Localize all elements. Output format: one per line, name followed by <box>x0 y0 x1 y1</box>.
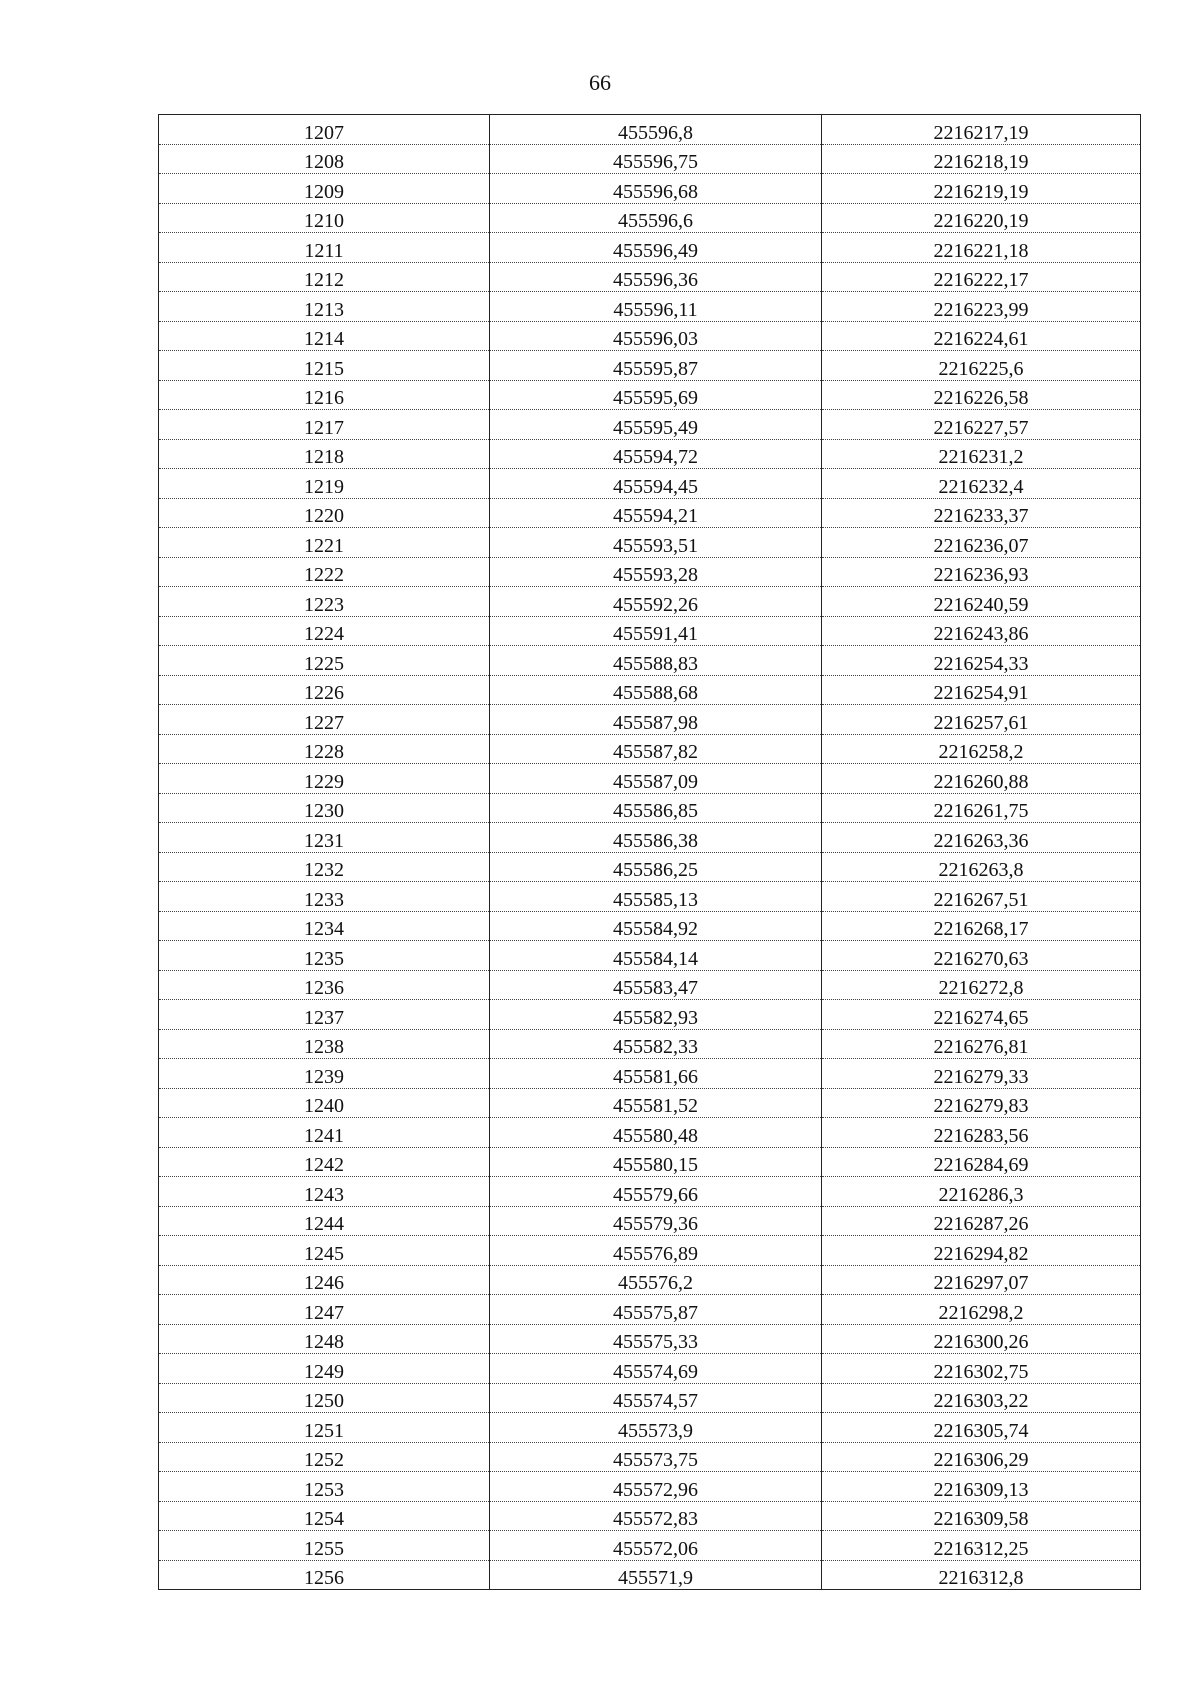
y-coordinate-cell: 2216306,29 <box>822 1442 1141 1472</box>
x-coordinate-cell: 455580,15 <box>490 1147 822 1177</box>
y-coordinate-cell: 2216257,61 <box>822 705 1141 735</box>
y-coordinate-cell: 2216312,8 <box>822 1560 1141 1590</box>
x-coordinate-cell: 455591,41 <box>490 616 822 646</box>
x-coordinate-cell: 455576,89 <box>490 1236 822 1266</box>
x-coordinate-cell: 455594,21 <box>490 498 822 528</box>
point-number-cell: 1240 <box>159 1088 490 1118</box>
x-coordinate-cell: 455593,51 <box>490 528 822 558</box>
point-number-cell: 1221 <box>159 528 490 558</box>
y-coordinate-cell: 2216270,63 <box>822 941 1141 971</box>
table-row <box>159 1531 1141 1561</box>
y-coordinate-cell: 2216261,75 <box>822 793 1141 823</box>
table-row <box>159 1000 1141 1030</box>
y-coordinate-cell: 2216218,19 <box>822 144 1141 174</box>
table-row <box>159 410 1141 440</box>
y-coordinate-cell: 2216302,75 <box>822 1354 1141 1384</box>
point-number-cell: 1236 <box>159 970 490 1000</box>
point-number-cell: 1232 <box>159 852 490 882</box>
point-number-cell: 1250 <box>159 1383 490 1413</box>
table-row <box>159 528 1141 558</box>
point-number-cell: 1251 <box>159 1413 490 1443</box>
table-row <box>159 1029 1141 1059</box>
x-coordinate-cell: 455572,06 <box>490 1531 822 1561</box>
x-coordinate-cell: 455579,36 <box>490 1206 822 1236</box>
x-coordinate-cell: 455574,57 <box>490 1383 822 1413</box>
table-row <box>159 1501 1141 1531</box>
table-row <box>159 1295 1141 1325</box>
y-coordinate-cell: 2216236,93 <box>822 557 1141 587</box>
point-number-cell: 1228 <box>159 734 490 764</box>
y-coordinate-cell: 2216221,18 <box>822 233 1141 263</box>
point-number-cell: 1244 <box>159 1206 490 1236</box>
y-coordinate-cell: 2216223,99 <box>822 292 1141 322</box>
point-number-cell: 1219 <box>159 469 490 499</box>
y-coordinate-cell: 2216267,51 <box>822 882 1141 912</box>
y-coordinate-cell: 2216263,8 <box>822 852 1141 882</box>
point-number-cell: 1216 <box>159 380 490 410</box>
x-coordinate-cell: 455582,33 <box>490 1029 822 1059</box>
table-row <box>159 380 1141 410</box>
x-coordinate-cell: 455587,09 <box>490 764 822 794</box>
point-number-cell: 1249 <box>159 1354 490 1384</box>
table-row <box>159 734 1141 764</box>
x-coordinate-cell: 455596,6 <box>490 203 822 233</box>
point-number-cell: 1223 <box>159 587 490 617</box>
table-row <box>159 321 1141 351</box>
table-row <box>159 174 1141 204</box>
coordinates-table-body <box>159 115 1141 1590</box>
y-coordinate-cell: 2216263,36 <box>822 823 1141 853</box>
x-coordinate-cell: 455595,69 <box>490 380 822 410</box>
point-number-cell: 1224 <box>159 616 490 646</box>
y-coordinate-cell: 2216298,2 <box>822 1295 1141 1325</box>
point-number-cell: 1252 <box>159 1442 490 1472</box>
y-coordinate-cell: 2216231,2 <box>822 439 1141 469</box>
table-row <box>159 764 1141 794</box>
point-number-cell: 1217 <box>159 410 490 440</box>
point-number-cell: 1243 <box>159 1177 490 1207</box>
x-coordinate-cell: 455584,14 <box>490 941 822 971</box>
y-coordinate-cell: 2216274,65 <box>822 1000 1141 1030</box>
point-number-cell: 1241 <box>159 1118 490 1148</box>
y-coordinate-cell: 2216279,33 <box>822 1059 1141 1089</box>
x-coordinate-cell: 455586,85 <box>490 793 822 823</box>
table-row <box>159 233 1141 263</box>
x-coordinate-cell: 455575,87 <box>490 1295 822 1325</box>
point-number-cell: 1248 <box>159 1324 490 1354</box>
x-coordinate-cell: 455572,83 <box>490 1501 822 1531</box>
point-number-cell: 1247 <box>159 1295 490 1325</box>
point-number-cell: 1255 <box>159 1531 490 1561</box>
y-coordinate-cell: 2216226,58 <box>822 380 1141 410</box>
x-coordinate-cell: 455576,2 <box>490 1265 822 1295</box>
x-coordinate-cell: 455588,83 <box>490 646 822 676</box>
y-coordinate-cell: 2216243,86 <box>822 616 1141 646</box>
x-coordinate-cell: 455593,28 <box>490 557 822 587</box>
table-row <box>159 1354 1141 1384</box>
y-coordinate-cell: 2216303,22 <box>822 1383 1141 1413</box>
x-coordinate-cell: 455582,93 <box>490 1000 822 1030</box>
table-row <box>159 1147 1141 1177</box>
x-coordinate-cell: 455575,33 <box>490 1324 822 1354</box>
y-coordinate-cell: 2216294,82 <box>822 1236 1141 1266</box>
table-row <box>159 823 1141 853</box>
x-coordinate-cell: 455594,72 <box>490 439 822 469</box>
point-number-cell: 1242 <box>159 1147 490 1177</box>
x-coordinate-cell: 455596,11 <box>490 292 822 322</box>
x-coordinate-cell: 455595,87 <box>490 351 822 381</box>
table-row <box>159 1059 1141 1089</box>
y-coordinate-cell: 2216224,61 <box>822 321 1141 351</box>
x-coordinate-cell: 455586,25 <box>490 852 822 882</box>
x-coordinate-cell: 455571,9 <box>490 1560 822 1590</box>
point-number-cell: 1235 <box>159 941 490 971</box>
x-coordinate-cell: 455584,92 <box>490 911 822 941</box>
x-coordinate-cell: 455573,75 <box>490 1442 822 1472</box>
table-row <box>159 439 1141 469</box>
y-coordinate-cell: 2216240,59 <box>822 587 1141 617</box>
y-coordinate-cell: 2216284,69 <box>822 1147 1141 1177</box>
point-number-cell: 1207 <box>159 115 490 145</box>
y-coordinate-cell: 2216312,25 <box>822 1531 1141 1561</box>
x-coordinate-cell: 455585,13 <box>490 882 822 912</box>
table-row <box>159 616 1141 646</box>
point-number-cell: 1227 <box>159 705 490 735</box>
x-coordinate-cell: 455592,26 <box>490 587 822 617</box>
x-coordinate-cell: 455596,49 <box>490 233 822 263</box>
y-coordinate-cell: 2216219,19 <box>822 174 1141 204</box>
table-row <box>159 1118 1141 1148</box>
y-coordinate-cell: 2216297,07 <box>822 1265 1141 1295</box>
point-number-cell: 1222 <box>159 557 490 587</box>
table-row <box>159 469 1141 499</box>
x-coordinate-cell: 455572,96 <box>490 1472 822 1502</box>
table-row <box>159 498 1141 528</box>
table-row <box>159 705 1141 735</box>
y-coordinate-cell: 2216222,17 <box>822 262 1141 292</box>
y-coordinate-cell: 2216287,26 <box>822 1206 1141 1236</box>
table-row <box>159 1413 1141 1443</box>
coordinates-table <box>158 114 1141 1590</box>
y-coordinate-cell: 2216233,37 <box>822 498 1141 528</box>
point-number-cell: 1234 <box>159 911 490 941</box>
table-row <box>159 557 1141 587</box>
table-row <box>159 1442 1141 1472</box>
y-coordinate-cell: 2216225,6 <box>822 351 1141 381</box>
table-row <box>159 587 1141 617</box>
table-row <box>159 144 1141 174</box>
x-coordinate-cell: 455581,66 <box>490 1059 822 1089</box>
point-number-cell: 1254 <box>159 1501 490 1531</box>
table-row <box>159 882 1141 912</box>
table-row <box>159 1560 1141 1590</box>
x-coordinate-cell: 455596,75 <box>490 144 822 174</box>
y-coordinate-cell: 2216260,88 <box>822 764 1141 794</box>
y-coordinate-cell: 2216258,2 <box>822 734 1141 764</box>
x-coordinate-cell: 455587,82 <box>490 734 822 764</box>
x-coordinate-cell: 455596,68 <box>490 174 822 204</box>
y-coordinate-cell: 2216217,19 <box>822 115 1141 145</box>
y-coordinate-cell: 2216309,13 <box>822 1472 1141 1502</box>
table-row <box>159 203 1141 233</box>
x-coordinate-cell: 455586,38 <box>490 823 822 853</box>
table-row <box>159 970 1141 1000</box>
y-coordinate-cell: 2216305,74 <box>822 1413 1141 1443</box>
x-coordinate-cell: 455579,66 <box>490 1177 822 1207</box>
x-coordinate-cell: 455596,03 <box>490 321 822 351</box>
point-number-cell: 1209 <box>159 174 490 204</box>
table-row <box>159 351 1141 381</box>
table-row <box>159 1472 1141 1502</box>
table-row <box>159 1206 1141 1236</box>
x-coordinate-cell: 455588,68 <box>490 675 822 705</box>
x-coordinate-cell: 455583,47 <box>490 970 822 1000</box>
x-coordinate-cell: 455596,36 <box>490 262 822 292</box>
table-row <box>159 1383 1141 1413</box>
point-number-cell: 1246 <box>159 1265 490 1295</box>
y-coordinate-cell: 2216279,83 <box>822 1088 1141 1118</box>
table-row <box>159 852 1141 882</box>
y-coordinate-cell: 2216272,8 <box>822 970 1141 1000</box>
y-coordinate-cell: 2216309,58 <box>822 1501 1141 1531</box>
point-number-cell: 1229 <box>159 764 490 794</box>
point-number-cell: 1210 <box>159 203 490 233</box>
point-number-cell: 1213 <box>159 292 490 322</box>
point-number-cell: 1226 <box>159 675 490 705</box>
y-coordinate-cell: 2216286,3 <box>822 1177 1141 1207</box>
point-number-cell: 1218 <box>159 439 490 469</box>
point-number-cell: 1230 <box>159 793 490 823</box>
table-row <box>159 1088 1141 1118</box>
point-number-cell: 1239 <box>159 1059 490 1089</box>
point-number-cell: 1253 <box>159 1472 490 1502</box>
point-number-cell: 1211 <box>159 233 490 263</box>
y-coordinate-cell: 2216232,4 <box>822 469 1141 499</box>
table-row <box>159 793 1141 823</box>
x-coordinate-cell: 455595,49 <box>490 410 822 440</box>
point-number-cell: 1225 <box>159 646 490 676</box>
page-number: 66 <box>589 70 611 95</box>
point-number-cell: 1256 <box>159 1560 490 1590</box>
x-coordinate-cell: 455594,45 <box>490 469 822 499</box>
x-coordinate-cell: 455596,8 <box>490 115 822 145</box>
point-number-cell: 1215 <box>159 351 490 381</box>
x-coordinate-cell: 455587,98 <box>490 705 822 735</box>
table-row <box>159 911 1141 941</box>
point-number-cell: 1212 <box>159 262 490 292</box>
table-row <box>159 115 1141 145</box>
table-row <box>159 1177 1141 1207</box>
table-row <box>159 1265 1141 1295</box>
y-coordinate-cell: 2216254,33 <box>822 646 1141 676</box>
point-number-cell: 1237 <box>159 1000 490 1030</box>
table-row <box>159 1236 1141 1266</box>
y-coordinate-cell: 2216268,17 <box>822 911 1141 941</box>
y-coordinate-cell: 2216236,07 <box>822 528 1141 558</box>
x-coordinate-cell: 455581,52 <box>490 1088 822 1118</box>
point-number-cell: 1208 <box>159 144 490 174</box>
x-coordinate-cell: 455574,69 <box>490 1354 822 1384</box>
point-number-cell: 1245 <box>159 1236 490 1266</box>
table-row <box>159 675 1141 705</box>
point-number-cell: 1231 <box>159 823 490 853</box>
point-number-cell: 1233 <box>159 882 490 912</box>
point-number-cell: 1238 <box>159 1029 490 1059</box>
table-row <box>159 646 1141 676</box>
table-row <box>159 941 1141 971</box>
x-coordinate-cell: 455573,9 <box>490 1413 822 1443</box>
table-row <box>159 1324 1141 1354</box>
y-coordinate-cell: 2216254,91 <box>822 675 1141 705</box>
x-coordinate-cell: 455580,48 <box>490 1118 822 1148</box>
table-row <box>159 292 1141 322</box>
point-number-cell: 1220 <box>159 498 490 528</box>
y-coordinate-cell: 2216300,26 <box>822 1324 1141 1354</box>
table-row <box>159 262 1141 292</box>
y-coordinate-cell: 2216227,57 <box>822 410 1141 440</box>
y-coordinate-cell: 2216276,81 <box>822 1029 1141 1059</box>
y-coordinate-cell: 2216220,19 <box>822 203 1141 233</box>
point-number-cell: 1214 <box>159 321 490 351</box>
y-coordinate-cell: 2216283,56 <box>822 1118 1141 1148</box>
